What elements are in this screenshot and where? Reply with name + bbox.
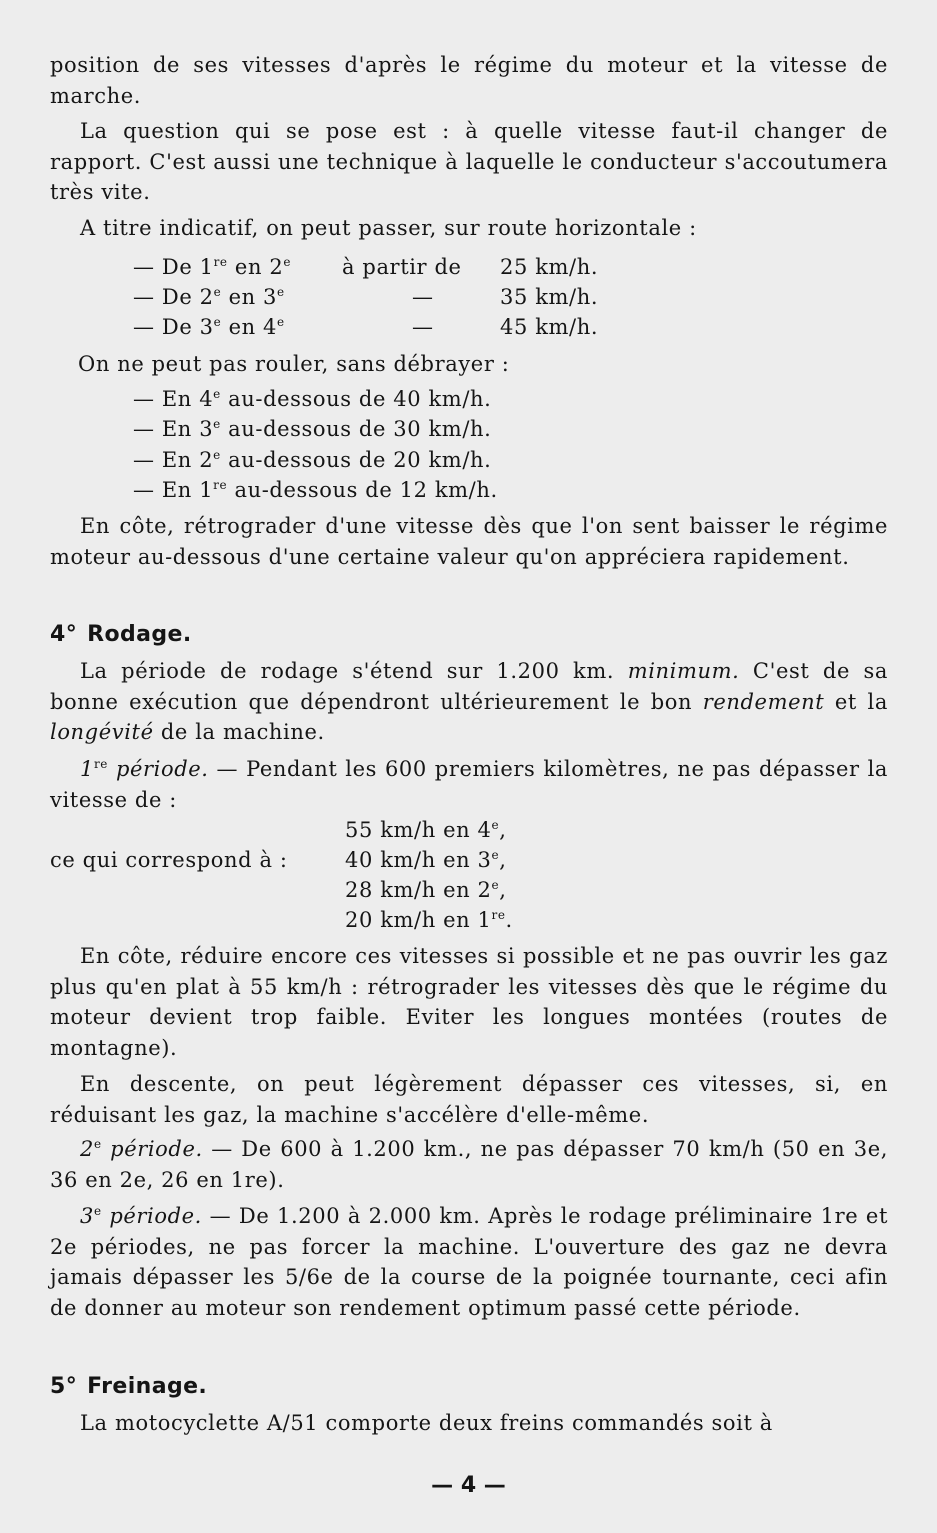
min-speed-row: [133, 445, 491, 475]
ordinal-sup: e: [491, 848, 500, 862]
shift-row: [133, 282, 285, 312]
paragraph-intro: position de ses vitesses d'après le régime du moteur et la vitesse de marche.: [50, 53, 888, 108]
min-speed-value: au-dessous de 30 km/h.: [220, 417, 492, 441]
dash: —: [133, 315, 155, 339]
min-speed-gear: — En 1: [133, 478, 214, 502]
period-text: — De 600 à 1.200 km., ne pas dépasser 70 km/h (50 en 3e, 36 en 2e, 26 en 1re).: [50, 1137, 889, 1192]
paragraph-question: La question qui se pose est : à quelle vitesse faut-il changer de rapport. C'est aussi une technique à laquelle le conducteur s'accoutumera très vite.: [50, 119, 888, 204]
min-speed-value: au-dessous de 20 km/h.: [220, 448, 492, 472]
speed-value: 20 km/h en 1: [345, 908, 492, 932]
ordinal-sup: e: [213, 315, 222, 329]
punctuation: ,: [499, 818, 507, 842]
shift-speed: 25 km/h.: [500, 255, 599, 279]
period1-speed-row: [345, 815, 506, 845]
ordinal-sup: re: [213, 255, 228, 269]
shift-speed: 35 km/h.: [500, 285, 599, 309]
punctuation: .: [505, 908, 513, 932]
period-number: 2: [80, 1137, 94, 1161]
period-label: période.: [108, 757, 209, 781]
ordinal-sup: e: [283, 255, 292, 269]
min-speed-row: [133, 475, 498, 505]
dash: —: [133, 285, 155, 309]
period1-speed-row: [345, 845, 506, 875]
paragraph-cote-2: En côte, réduire encore ces vitesses si possible et ne pas ouvrir les gaz plus qu'en plat à 55 km/h : rétrograder les vitesses dès que le régime du moteur devient trop faible. Eviter les longues montées (routes de montagne).: [50, 944, 888, 1060]
ordinal-sup: e: [276, 285, 285, 299]
text-run: C'est de sa bonne exécution que dépendront ultérieurement le bon: [50, 659, 888, 714]
emphasis: rendement: [702, 689, 825, 714]
ordinal-sup: e: [213, 448, 221, 462]
paragraph-titre-indicatif: A titre indicatif, on peut passer, sur route horizontale :: [80, 216, 697, 240]
punctuation: ,: [499, 848, 507, 872]
ordinal-sup: e: [276, 315, 285, 329]
paragraph-rodage: [50, 656, 888, 748]
min-speed-value: au-dessous de 40 km/h.: [220, 387, 492, 411]
shift-sep: —: [412, 285, 434, 309]
section-number: 5°: [50, 1374, 78, 1399]
speed-value: 55 km/h en 4: [345, 818, 492, 842]
ordinal-sup: re: [93, 757, 109, 771]
shift-sep: —: [412, 315, 434, 339]
min-speed-value: au-dessous de 12 km/h.: [227, 478, 498, 502]
paragraph-debrayer: On ne peut pas rouler, sans débrayer :: [78, 352, 510, 376]
corresponds-label: ce qui correspond à :: [50, 848, 288, 872]
section-title: Freinage.: [87, 1374, 208, 1399]
ordinal-sup: e: [93, 1204, 102, 1218]
paragraph-period-3: [50, 1201, 888, 1323]
ordinal-sup: e: [93, 1137, 102, 1151]
shift-row: [133, 252, 291, 282]
period-text: — Pendant les 600 premiers kilomètres, ne pas dépasser la vitesse de :: [50, 757, 889, 812]
speed-value: 28 km/h en 2: [345, 878, 492, 902]
paragraph-descente: En descente, on peut légèrement dépasser ces vitesses, si, en réduisant les gaz, la machine s'accélère d'elle-même.: [50, 1072, 888, 1127]
period1-speed-row: [345, 905, 513, 935]
gear-from: De 1: [161, 255, 214, 279]
punctuation: ,: [499, 878, 507, 902]
period-text: — De 1.200 à 2.000 km. Après le rodage préliminaire 1re et 2e périodes, ne pas forcer la machine. L'ouverture des gaz ne devra jamais dépasser les 5/6e de la course de la poignée tournante, ceci afin de donner au moteur son rendement optimum passé cette période.: [50, 1204, 888, 1320]
shift-row: [133, 312, 285, 342]
section-heading-rodage: [50, 620, 192, 650]
shift-speed: 45 km/h.: [500, 315, 599, 339]
min-speed-gear: — En 3: [133, 417, 214, 441]
ordinal-sup: e: [491, 878, 500, 892]
gear-from: De 2: [161, 285, 214, 309]
paragraph-cote: En côte, rétrograder d'une vitesse dès que l'on sent baisser le régime moteur au-dessous d'une certaine valeur qu'on appréciera rapidement.: [50, 514, 888, 569]
section-title: Rodage.: [87, 622, 192, 647]
ordinal-sup: e: [213, 417, 221, 431]
page-number: — 4 —: [431, 1473, 506, 1498]
section-number: 4°: [50, 622, 78, 647]
gear-to: en 2: [227, 255, 284, 279]
text-run: La période de rodage s'étend sur 1.200 km.: [80, 659, 628, 683]
period1-speed-row: [345, 875, 506, 905]
period-label: période.: [101, 1204, 202, 1228]
dash: —: [133, 255, 155, 279]
min-speed-row: [133, 384, 491, 414]
ordinal-sup: e: [213, 285, 222, 299]
shift-sep: à partir de: [342, 255, 462, 279]
ordinal-sup: e: [213, 387, 221, 401]
paragraph-period-1: [50, 754, 888, 815]
emphasis: minimum.: [627, 659, 740, 683]
speed-value: 40 km/h en 3: [345, 848, 492, 872]
period-label: période.: [101, 1137, 203, 1161]
paragraph-freinage: La motocyclette A/51 comporte deux freins commandés soit à: [80, 1411, 773, 1435]
gear-to: en 4: [221, 315, 277, 339]
ordinal-sup: e: [491, 818, 500, 832]
emphasis: longévité: [50, 720, 154, 744]
gear-from: De 3: [161, 315, 214, 339]
min-speed-gear: — En 2: [133, 448, 214, 472]
section-heading-freinage: [50, 1372, 207, 1402]
text-run: de la machine.: [153, 720, 325, 744]
text-run: et la: [824, 689, 888, 714]
paragraph-period-2: [50, 1134, 888, 1195]
gear-to: en 3: [221, 285, 277, 309]
period-number: 1: [80, 757, 94, 781]
ordinal-sup: re: [491, 908, 506, 922]
min-speed-row: [133, 414, 491, 444]
ordinal-sup: re: [213, 478, 228, 492]
min-speed-gear: — En 4: [133, 387, 214, 411]
period-number: 3: [80, 1204, 94, 1228]
